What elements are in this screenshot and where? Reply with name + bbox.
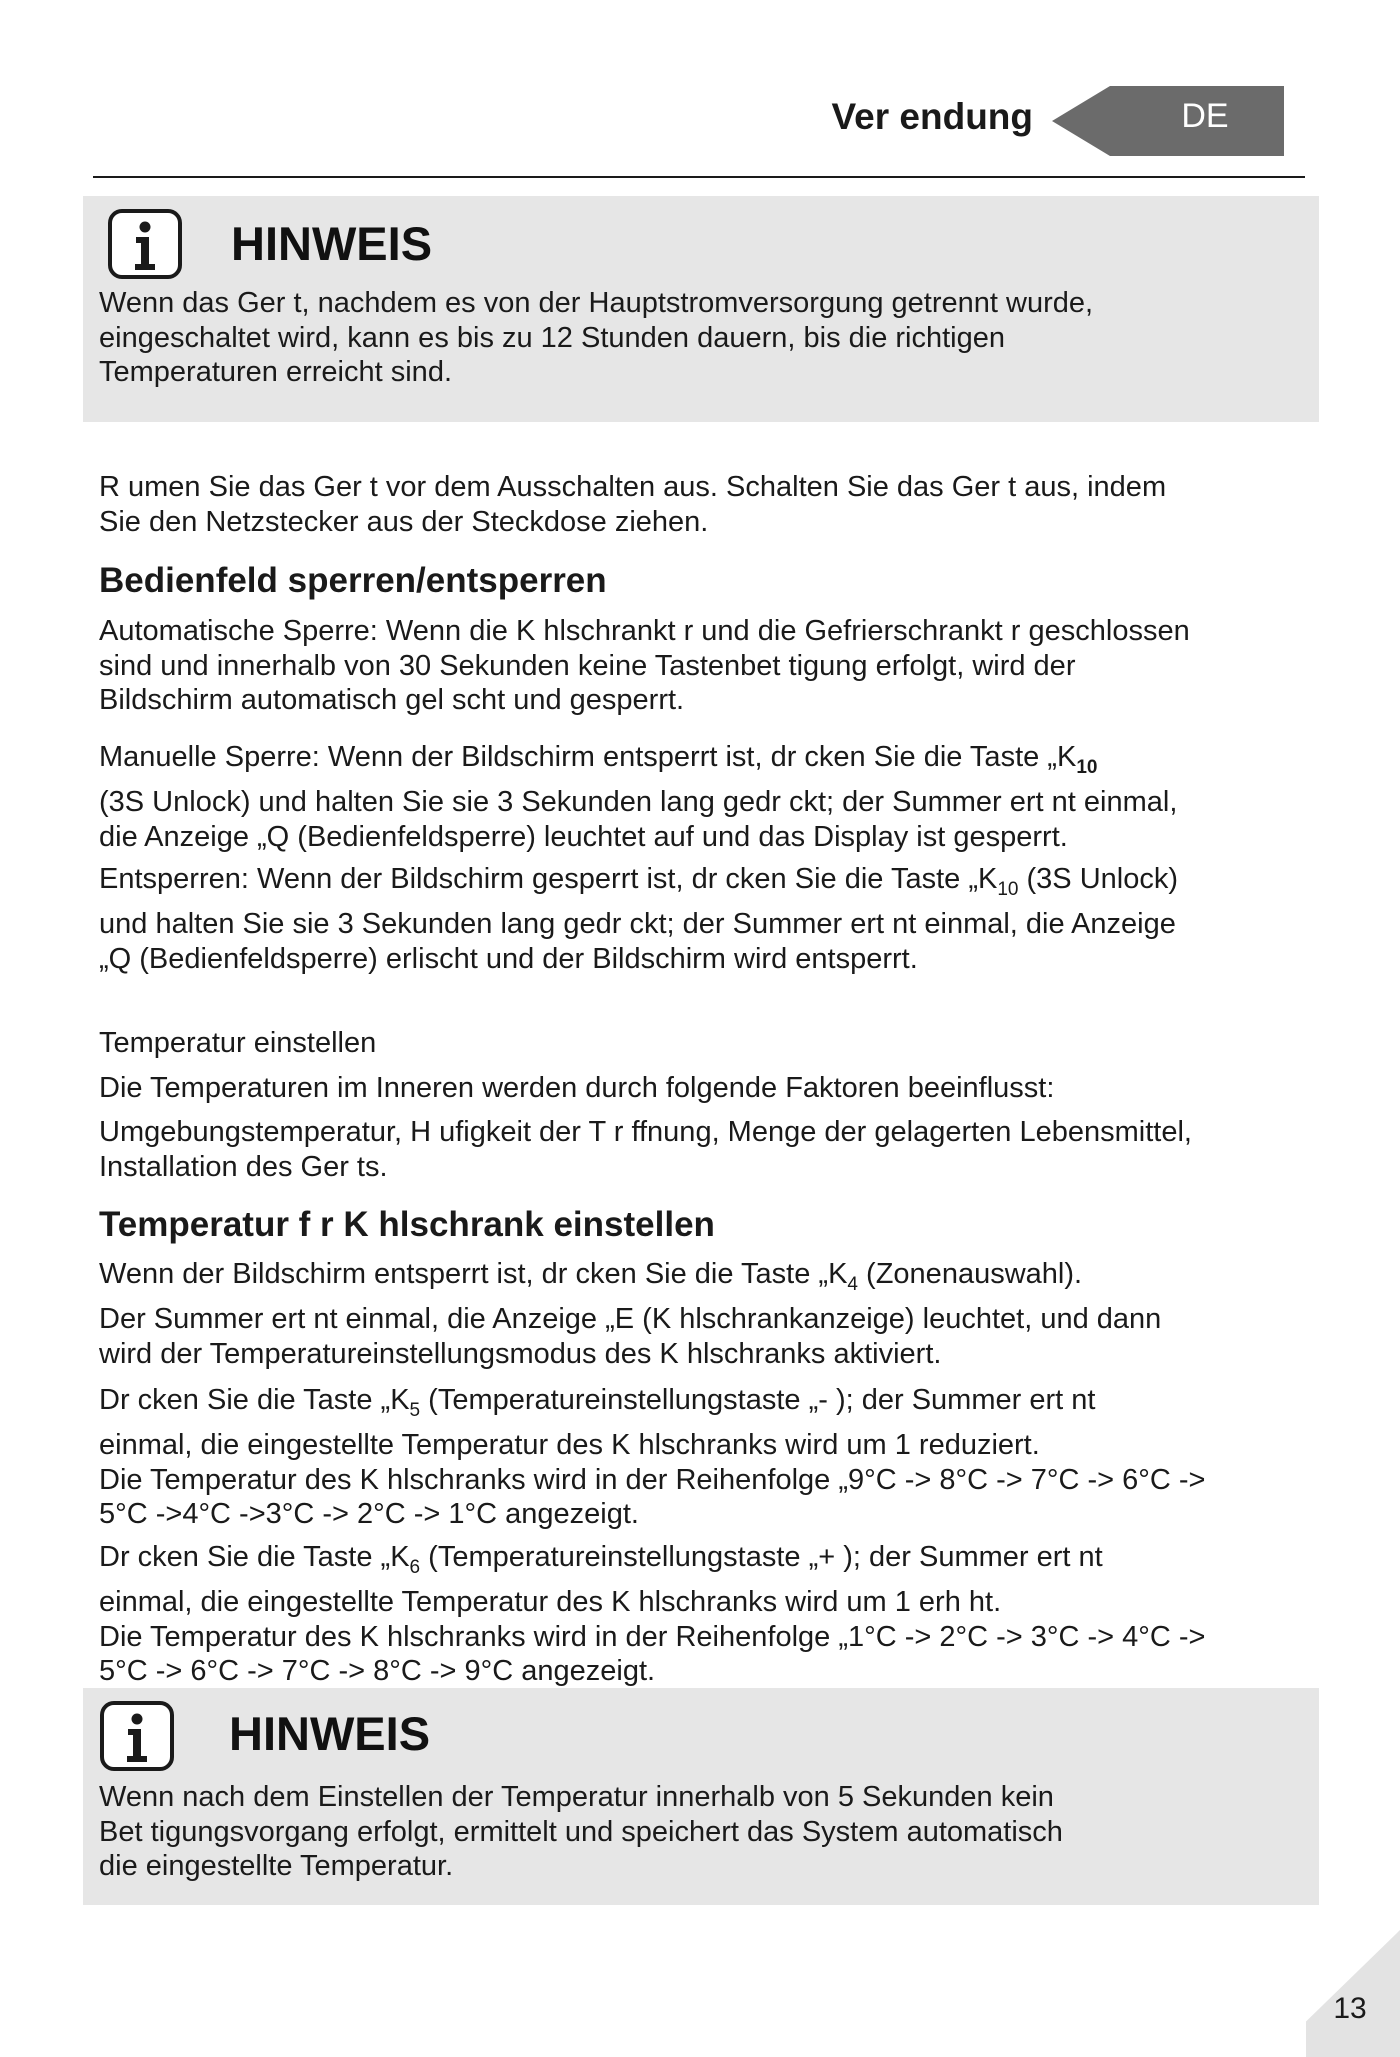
header-divider bbox=[93, 176, 1305, 178]
page-number: 13 bbox=[1333, 1992, 1367, 2025]
notice-text: Wenn nach dem Einstellen der Temperatur innerhalb von 5 Sekunden kein Bet tigungsvorgang erfolgt, ermittelt und speichert das System automatisch die eingestellte Temperatur. bbox=[99, 1781, 1063, 1882]
notice-box-top bbox=[83, 196, 1319, 422]
temperature-label: Temperatur einstellen bbox=[99, 1027, 377, 1059]
notice-text: Wenn das Ger t, nachdem es von der Hauptstromversorgung getrennt wurde, eingeschaltet wird, kann es bis zu 12 Stunden dauern, bis die richtigen Temperaturen erreicht sind. bbox=[99, 287, 1094, 388]
unlock-paragraph: Entsperren: Wenn der Bildschirm gesperrt ist, dr cken Sie die Taste $„K_{10}$ (3S Unlock) und halten Sie sie 3 Sekunden lang gedr ckt; der Summer ert nt einmal, die Anzeige „Q (Bedienfeldsperre) erlischt und der Bildschirm wird entsperrt. bbox=[99, 863, 1179, 975]
notice-title: HINWEIS bbox=[229, 1707, 431, 1760]
intro-paragraph: R umen Sie das Ger t vor dem Ausschalten aus. Schalten Sie das Ger t aus, indem Sie den Netzstecker aus der Steckdose ziehen. bbox=[99, 471, 1167, 538]
temperature-factors: Umgebungstemperatur, H ufigkeit der T r ffnung, Menge der gelagerten Lebensmittel, Installation des Ger ts. bbox=[99, 1116, 1192, 1183]
notice-box-bottom bbox=[83, 1688, 1319, 1905]
heading-fridge-temperature: Temperatur f r K hlschrank einstellen bbox=[99, 1205, 715, 1244]
info-icon bbox=[99, 1700, 175, 1772]
notice-title: HINWEIS bbox=[231, 217, 433, 270]
info-icon bbox=[107, 208, 183, 280]
zone-select-paragraph: Wenn der Bildschirm entsperrt ist, dr cken Sie die Taste $„K_4$ (Zonenauswahl). Der Summer ert nt einmal, die Anzeige „E (K hlschrankanzeige) leuchtet, und dann wird der Temperatureinstellungsmodus des K hlschranks aktiviert. bbox=[99, 1258, 1162, 1370]
temperature-factors-intro: Die Temperaturen im Inneren werden durch folgende Faktoren beeinflusst: bbox=[99, 1072, 1055, 1104]
decrease-paragraph: Dr cken Sie die Taste $„K_5$ (Temperatureinstellungstaste „- ); der Summer ert nt einmal, die eingestellte Temperatur des K hlschranks wird um 1 reduziert. Die Temperatur des K hlschranks wird in der Reihenfolge „9°C -> 8°C -> 7°C -> 6°C -> 5°C ->4°C ->3°C -> 2°C -> 1°C angezeigt. bbox=[99, 1384, 1206, 1531]
auto-lock-paragraph: Automatische Sperre: Wenn die K hlschrankt r und die Gefrierschrankt r geschlossen sind und innerhalb von 30 Sekunden keine Tastenbet tigung erfolgt, wird der Bildschirm automatisch gel scht und gesperrt. bbox=[99, 615, 1190, 716]
increase-paragraph: Dr cken Sie die Taste $„K_6$ (Temperatureinstellungstaste „+ ); der Summer ert nt einmal, die eingestellte Temperatur des K hlschranks wird um 1 erh ht. Die Temperatur des K hlschranks wird in der Reihenfolge „1°C -> 2°C -> 3°C -> 4°C -> 5°C -> 6°C -> 7°C -> 8°C -> 9°C angezeigt. bbox=[99, 1541, 1206, 1688]
language-tab-label: DE bbox=[1181, 97, 1229, 135]
heading-lock-section: Bedienfeld sperren/entsperren bbox=[99, 561, 607, 600]
manual-lock-paragraph: Manuelle Sperre: Wenn der Bildschirm entsperrt ist, dr cken Sie die Taste $„K_{10}$ (3S Unlock) und halten Sie sie 3 Sekunden lang gedr ckt; der Summer ert nt einmal, die Anzeige „Q (Bedienfeldsperre) leuchtet auf und das Display ist gesperrt. bbox=[99, 741, 1178, 853]
section-title: Ver endung bbox=[831, 96, 1033, 137]
